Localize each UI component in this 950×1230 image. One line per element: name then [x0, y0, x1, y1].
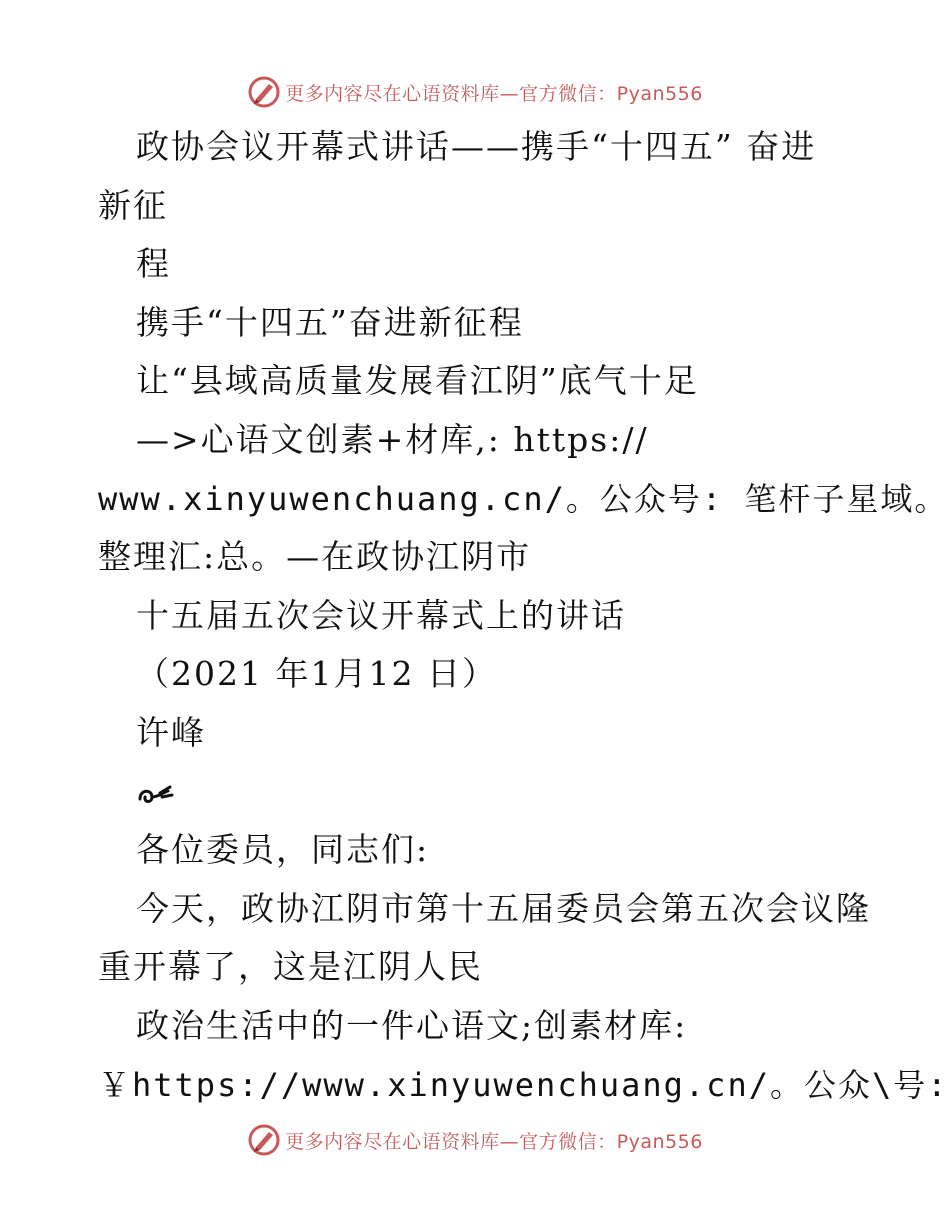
banner-text: 更多内容尽在心语资料库	[285, 82, 500, 105]
source-line: —>心语文创素+材库,: https://	[136, 419, 649, 459]
title-line-cont: 新征	[98, 185, 168, 225]
speaker-name: 许峰	[136, 712, 206, 752]
speech-title: 十五届五次会议开幕式上的讲话	[136, 595, 626, 635]
headline: 携手“十四五”奋进新征程	[136, 302, 524, 342]
url-line: www.xinyuwenchuang.cn/。公众号: 笔杆子星域。	[98, 479, 949, 518]
document-body	[98, 118, 949, 1114]
paragraph-line: 今天，政协江阴市第十五届委员会第五次会议隆	[136, 888, 871, 928]
header-watermark	[0, 72, 950, 112]
swirl-ornament-icon	[136, 779, 174, 809]
pen-logo-icon	[247, 75, 281, 109]
compile-line: 整理汇:总。—在政协江阴市	[98, 537, 532, 577]
banner-wechat: 官方微信：Pyan556	[519, 1130, 703, 1153]
paragraph-line: 政治生活中的一件心语文;创素材库:	[136, 1005, 688, 1045]
banner-separator: —	[499, 82, 520, 105]
subheadline: 让“县域高质量发展看江阴”底气十足	[136, 361, 699, 401]
speech-date: （2021 年1月12 日）	[136, 654, 497, 694]
salutation: 各位委员，同志们:	[136, 830, 430, 870]
banner-text: 更多内容尽在心语资料库	[285, 1130, 500, 1153]
ornament-line	[98, 763, 858, 822]
pen-logo-icon	[247, 1123, 281, 1157]
paragraph-line: 重开幕了，这是江阴人民	[98, 947, 483, 987]
title-line: 政协会议开幕式讲话——携手“十四五” 奋进	[136, 127, 817, 166]
banner-wechat: 官方微信：Pyan556	[519, 82, 703, 105]
footer-watermark	[0, 1120, 950, 1160]
url-line: ￥https://www.xinyuwenchuang.cn/。公众\号:	[98, 1065, 949, 1104]
banner-separator: —	[499, 1130, 520, 1153]
title-line-end: 程	[136, 244, 171, 284]
